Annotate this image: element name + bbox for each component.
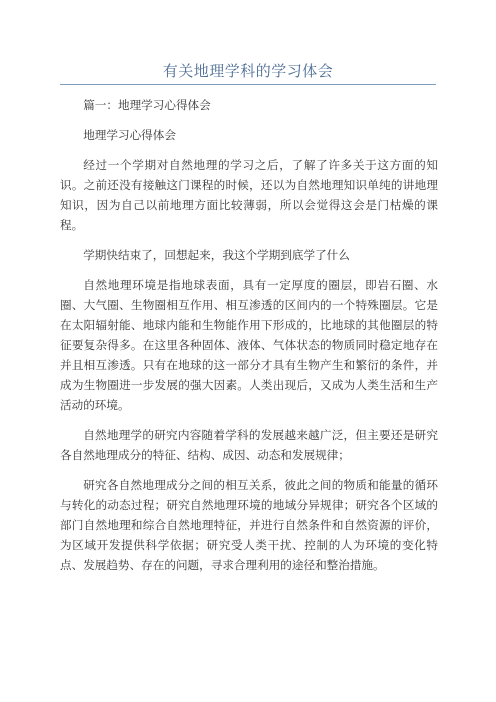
- paragraph-question: 学期快结束了，回想起来，我这个学期到底学了什么: [83, 248, 350, 262]
- paragraph-environment: 自然地理环境是指地球表面，具有一定厚度的圈层，即岩石圈、水圈、大气圈、生物圈相互作用、相互渗透的区间内的一个特殊圈层。它是在太阳辐射能、地球内能和生物能作用下形成的，比地球的其他圈层的特征要复杂得多。在这里各种固体、液体、气体状态的物质同时稳定地存在并且相互渗透。只有在地球的这一部分才具有生物产生和繁衍的条件，并成为生物圈进一步发展的强大因素。人类出现后，又成为人类生活和生产活动的环境。: [60, 278, 438, 412]
- document-title: 有关地理学科的学习体会: [162, 62, 334, 80]
- paragraph-research-relations: 研究各自然地理成分之间的相互关系，彼此之间的物质和能量的循环与转化的动态过程；研究自然地理环境的地域分异规律；研究各个区域的部门自然地理和综合自然地理特征，并进行自然条件和自然资源的评价，为区域开发提供科学依据；研究受人类干扰、控制的人为环境的变化特点、发展趋势、存在的问题，寻求合理利用的途径和整治措施。: [60, 478, 438, 572]
- section-heading: 篇一：地理学习心得体会: [83, 98, 211, 112]
- title-underline: [60, 84, 436, 85]
- paragraph-intro: 经过一个学期对自然地理的学习之后，了解了许多关于这方面的知识。之前还没有接触这门课程的时候，还以为自然地理知识单纯的讲地理知识，因为自己以前地理方面比较薄弱，所以会觉得这会是门枯燥的课程。: [60, 158, 438, 232]
- paragraph-research-scope: 自然地理学的研究内容随着学科的发展越来越广泛，但主要还是研究各自然地理成分的特征、结构、成因、动态和发展规律；: [60, 428, 438, 462]
- article-subtitle: 地理学习心得体会: [83, 128, 176, 142]
- document-body: [60, 95, 438, 585]
